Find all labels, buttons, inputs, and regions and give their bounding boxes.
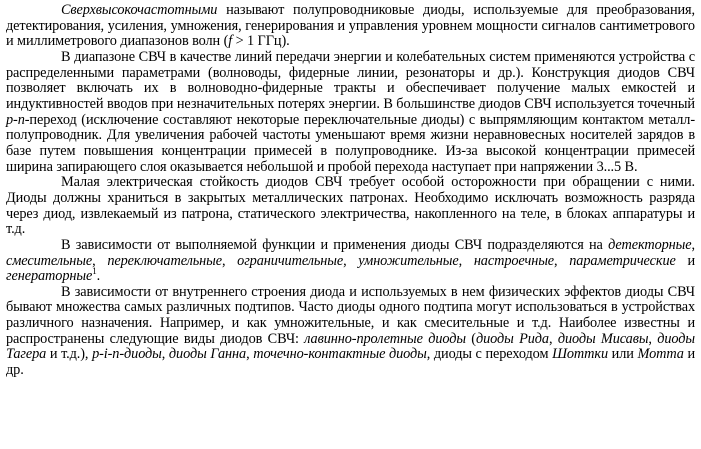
italic-term: смесительные (6, 252, 93, 269)
italic-term: ограничительные (237, 252, 344, 269)
italic-term: умножительные (358, 252, 459, 269)
italic-term: диоды Рида (475, 330, 549, 347)
italic-term: точечно-контактные диоды (253, 346, 427, 363)
text-run: . (96, 268, 101, 285)
paragraph-classification (6, 238, 695, 285)
italic-term: параметрические (569, 252, 676, 269)
italic-term: лавинно-пролетные диоды (304, 330, 466, 347)
italic-term: Шоттки (552, 346, 609, 363)
text-run: , (458, 252, 474, 269)
text-run: , (343, 252, 359, 269)
text-run: > 1 ГГц). (232, 33, 290, 50)
text-run: и др. (6, 346, 696, 379)
paragraph-definition (6, 3, 695, 50)
italic-term: переключательные (107, 252, 222, 269)
italic-term: диоды Мисавы (557, 330, 649, 347)
italic-term: генераторные (6, 268, 93, 285)
text-run: , (246, 346, 254, 363)
text-run: , диоды с переходом (426, 346, 553, 363)
text-run: В диапазоне СВЧ в качестве линий передачи энергии и колебательных систем применяются устройства с распределенными параметрами (волноводы, фидерные линии, резонаторы и др.). Конструкция диодов СВЧ позволяет включать их в волноводно-фидерные тракты и обеспечивает получение малых емкостей и индуктивностей вводов при незначительных потерях энергии. В большинстве диодов СВЧ используется точечный (6, 48, 695, 112)
text-run: -переход (исключение составляют некоторые переключательные диоды) с выпрямляющим контактом металл-полупроводник. Для увеличения рабочей частоты уменьшают время жизни неравновесных носителей зарядов в базе путем повышения концентрации примесей в полупроводнике. Из-за высокой концентрации примесей ширина запирающего слоя оказывается небольшой и пробой перехода наступает при напряжении 3...5 В. (6, 111, 695, 175)
text-run: , (691, 236, 695, 253)
italic-term: f (228, 33, 233, 50)
text-run: В зависимости от выполняемой функции и применения диоды СВЧ подразделяются на (61, 236, 609, 253)
paragraph-handling (6, 175, 695, 238)
italic-term: детекторные (608, 236, 692, 253)
footnote-marker: 1 (92, 266, 97, 277)
text-run: ( (465, 330, 476, 347)
text-run: или (608, 346, 638, 363)
paragraph-design (6, 50, 695, 175)
italic-term: p-n (6, 111, 25, 128)
text-run: и (675, 252, 696, 269)
italic-term: диоды Ганна (168, 346, 247, 363)
text-run: , (648, 330, 658, 347)
paragraph-subtypes (6, 285, 695, 379)
italic-term: Мотта (637, 346, 684, 363)
italic-term: p-i-n-диоды (92, 346, 162, 363)
text-run: , (554, 252, 570, 269)
italic-term: настроечные (473, 252, 555, 269)
italic-term: Сверхвысокочастотными (61, 2, 218, 18)
text-run: , (92, 252, 108, 269)
text-run: , (548, 330, 558, 347)
text-run: называют полупроводниковые диоды, используемые для преобразования, детектирования, усиления, умножения, генерирования и управления уровнем мощности сигналов сантиметрового и миллиметрового диапазонов волн ( (6, 2, 695, 50)
text-run: , (161, 346, 169, 363)
italic-term: диоды Тагера (6, 330, 696, 363)
text-run: , (221, 252, 238, 269)
text-run: В зависимости от внутреннего строения диода и используемых в нем физических эффектов диоды СВЧ бывают множества самых различных подтипов. Часто диоды одного подтипа могут использоваться в устройствах различного назначения. Например, и как умножительные, и как смесительные и т.д. Наиболее известны и распространены следующие виды диодов СВЧ: (6, 283, 695, 347)
text-run: Малая электрическая стойкость диодов СВЧ требует особой осторожности при обращении с ними. Диоды должны храниться в закрытых металлических патронах. Необходимо исключать возможность разряда через диод, извлекаемый из патрона, статического электричества, накопленного на теле, в блоках аппаратуры и т.д. (6, 174, 695, 238)
text-run: и т.д.), (46, 346, 93, 363)
